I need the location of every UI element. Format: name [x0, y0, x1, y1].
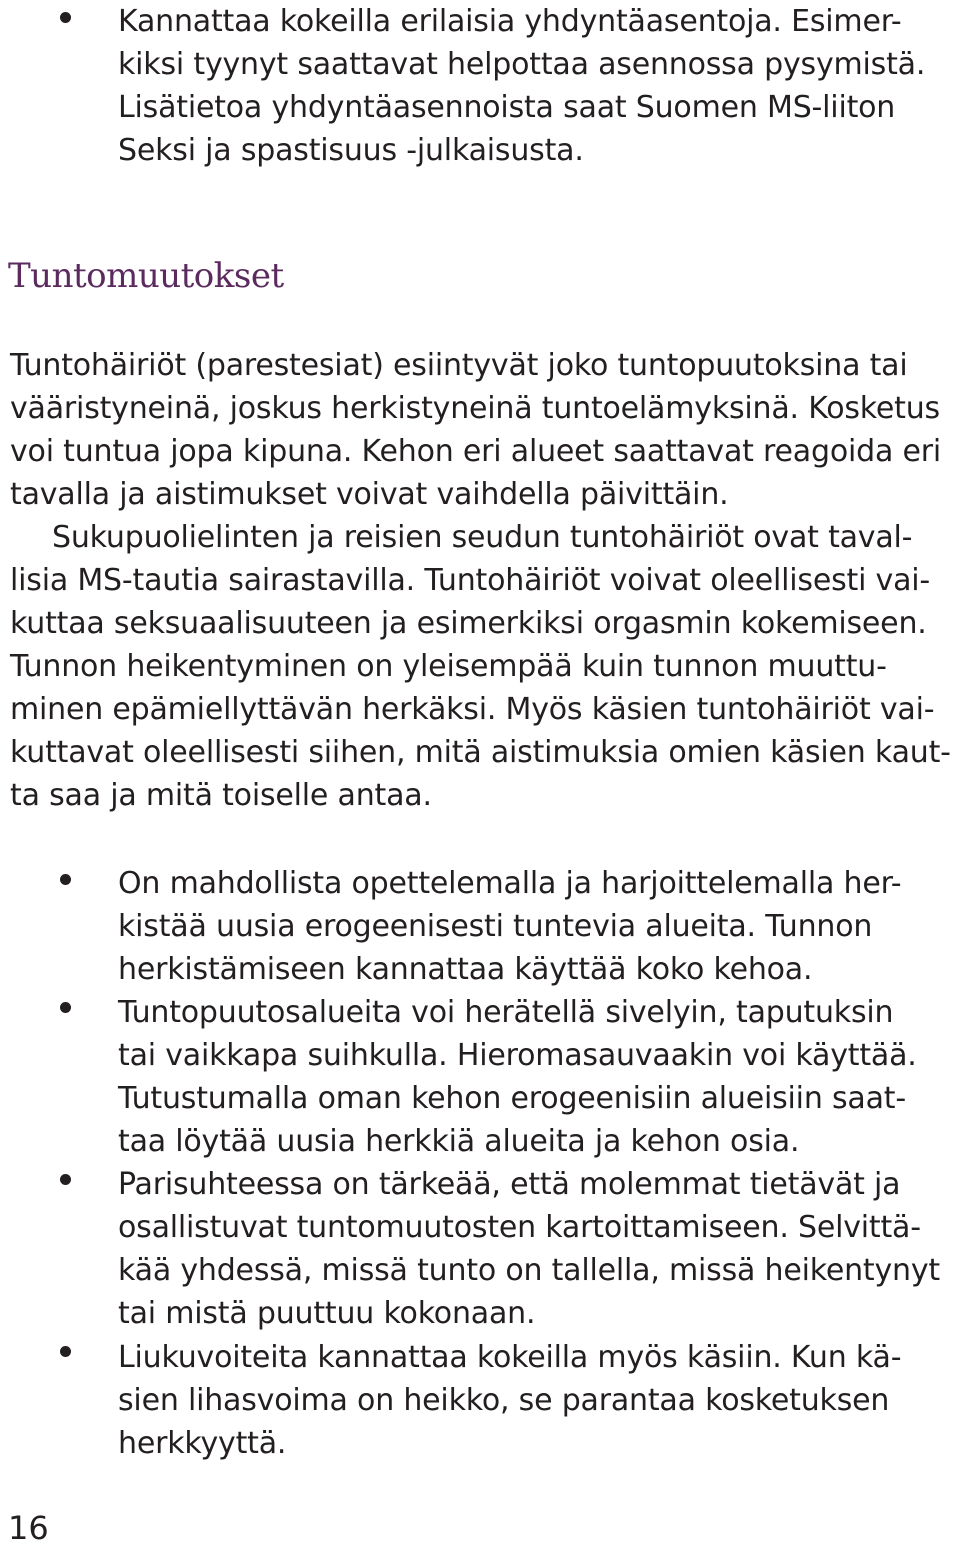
list-item-line: Tutustumalla oman kehon erogeenisiin alueisiin saat- — [118, 1081, 906, 1116]
paragraph-line: minen epämiellyttävän herkäksi. Myös käsien tuntohäiriöt vai- — [10, 692, 935, 727]
bullet-icon — [60, 874, 71, 885]
paragraph-line: voi tuntua jopa kipuna. Kehon eri alueet saattavat reagoida eri — [10, 434, 941, 469]
list-item-line: kistää uusia erogeenisesti tuntevia alueita. Tunnon — [118, 909, 873, 944]
list-item-line: Parisuhteessa on tärkeää, että molemmat tietävät ja — [118, 1167, 901, 1202]
paragraph-line: vääristyneinä, joskus herkistyneinä tuntoelämyksinä. Kosketus — [10, 391, 940, 426]
paragraph-line: Tuntohäiriöt (parestesiat) esiintyvät joko tuntopuutoksina tai — [10, 348, 908, 383]
list-item-line: Tuntopuutosalueita voi herätellä sivelyin, taputuksin — [118, 995, 894, 1030]
bullet-icon — [60, 1002, 71, 1013]
bullet-icon — [60, 1174, 71, 1185]
bullet-icon — [60, 1346, 71, 1357]
list-item-line: herkistämiseen kannattaa käyttää koko kehoa. — [118, 952, 813, 987]
list-item-line: tai mistä puuttuu kokonaan. — [118, 1296, 536, 1331]
list-item-line: On mahdollista opettelemalla ja harjoittelemalla her- — [118, 866, 902, 901]
list-item-line: sien lihasvoima on heikko, se parantaa kosketuksen — [118, 1383, 890, 1418]
page-number: 16 — [8, 1509, 49, 1547]
section-heading: Tuntomuutokset — [8, 256, 284, 296]
paragraph-line: kuttaa seksuaalisuuteen ja esimerkiksi orgasmin kokemiseen. — [10, 606, 927, 641]
paragraph-line: Tunnon heikentyminen on yleisempää kuin tunnon muuttu- — [10, 649, 887, 684]
list-item-line: Seksi ja spastisuus -julkaisusta. — [118, 133, 584, 168]
list-item-line: kää yhdessä, missä tunto on tallella, missä heikentynyt — [118, 1253, 940, 1288]
paragraph-line: kuttavat oleellisesti siihen, mitä aistimuksia omien käsien kaut- — [10, 735, 951, 770]
paragraph-line: ta saa ja mitä toiselle antaa. — [10, 778, 432, 813]
paragraph-line: tavalla ja aistimukset voivat vaihdella päivittäin. — [10, 477, 729, 512]
list-item-line: tai vaikkapa suihkulla. Hieromasauvaakin voi käyttää. — [118, 1038, 917, 1073]
list-item-line: taa löytää uusia herkkiä alueita ja kehon osia. — [118, 1124, 800, 1159]
bullet-icon — [60, 12, 71, 23]
list-item-line: osallistuvat tuntomuutosten kartoittamiseen. Selvittä- — [118, 1210, 921, 1245]
list-item-line: Liukuvoiteita kannattaa kokeilla myös käsiin. Kun kä- — [118, 1340, 902, 1375]
list-item-line: kiksi tyynyt saattavat helpottaa asennossa pysymistä. — [118, 47, 926, 82]
list-item-line: Kannattaa kokeilla erilaisia yhdyntäasentoja. Esimer- — [118, 4, 902, 39]
list-item-line: Lisätietoa yhdyntäasennoista saat Suomen MS-liiton — [118, 90, 896, 125]
list-item-line: herkkyyttä. — [118, 1426, 287, 1461]
paragraph-line: lisia MS-tautia sairastavilla. Tuntohäiriöt voivat oleellisesti vai- — [10, 563, 931, 598]
paragraph-line: Sukupuolielinten ja reisien seudun tuntohäiriöt ovat taval- — [52, 520, 913, 555]
